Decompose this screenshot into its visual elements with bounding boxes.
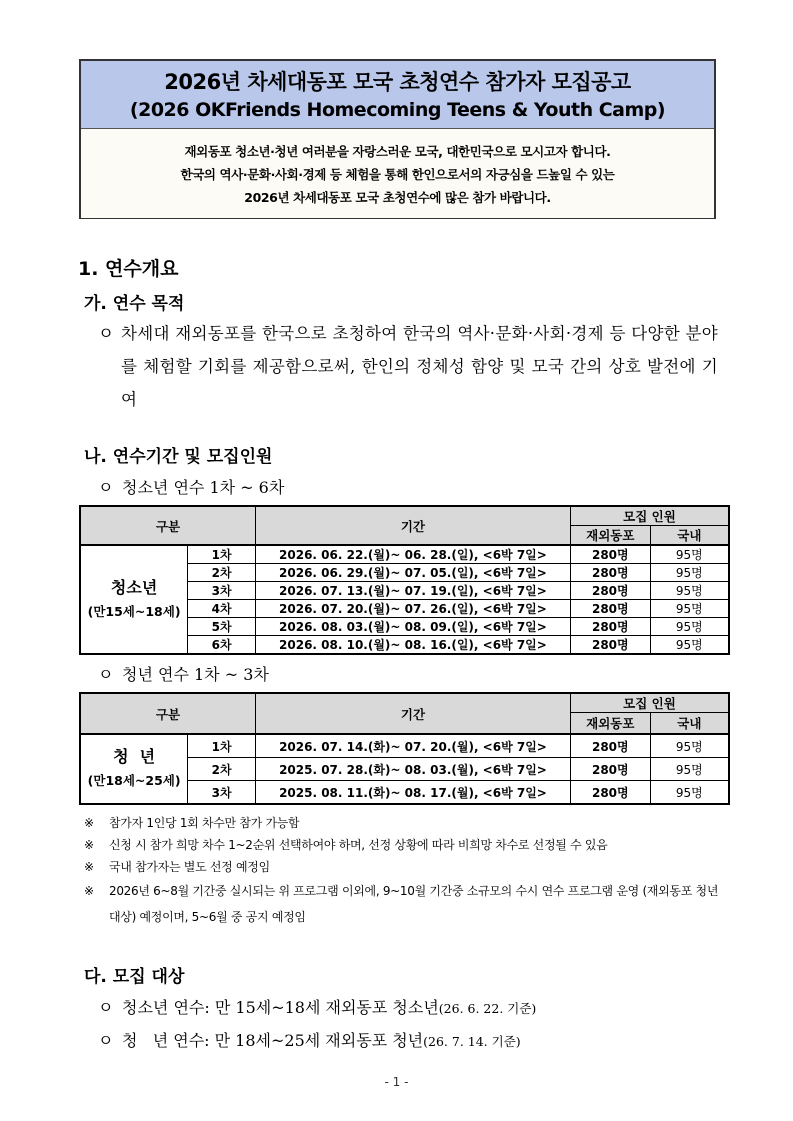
round-cell: 3차 — [188, 582, 256, 600]
subsection-heading-schedule: 나. 연수기간 및 모집인원 — [84, 447, 273, 467]
overseas-cell: 280명 — [570, 545, 650, 564]
period-cell: 2026. 06. 22.(월)~ 06. 28.(일), <6박 7일> — [255, 545, 570, 564]
target-text: 청 년 연수: 만 18세~25세 재외동포 청년 — [122, 1031, 424, 1050]
note-mark: ※ — [84, 860, 94, 874]
section-heading: 1. 연수개요 — [78, 258, 179, 280]
header-category: 구분 — [80, 506, 255, 545]
note-item — [84, 812, 724, 834]
bullet-mark: ㅇ — [98, 998, 114, 1017]
note-text: 참가자 1인당 1회 차수만 참가 가능함 — [109, 816, 300, 830]
teens-schedule-table — [79, 505, 730, 655]
period-cell: 2026. 06. 29.(월)~ 07. 05.(일), <6박 7일> — [255, 564, 570, 582]
note-item — [84, 878, 724, 930]
domestic-cell: 95명 — [650, 758, 729, 781]
round-cell: 3차 — [188, 781, 256, 805]
subsection-heading-target: 다. 모집 대상 — [84, 967, 185, 987]
target-item — [98, 1028, 521, 1051]
target-note: (26. 7. 14. 기준) — [423, 1034, 521, 1049]
overseas-cell: 280명 — [570, 636, 650, 655]
overseas-cell: 280명 — [570, 582, 650, 600]
domestic-cell: 95명 — [650, 545, 729, 564]
header-recruit: 모집 인원 — [570, 506, 729, 526]
purpose-paragraph — [98, 317, 718, 416]
table-row — [80, 545, 729, 564]
domestic-cell: 95명 — [650, 618, 729, 636]
bullet-mark: ㅇ — [98, 324, 115, 343]
target-item — [98, 995, 536, 1018]
document-subtitle: (2026 OKFriends Homecoming Teens & Youth Camp) — [129, 99, 666, 121]
note-mark: ※ — [84, 838, 94, 852]
intro-line: 재외동포 청소년·청년 여러분을 자랑스러운 모국, 대한민국으로 모시고자 합니다. — [184, 144, 611, 159]
note-mark: ※ — [84, 884, 94, 898]
domestic-cell: 95명 — [650, 582, 729, 600]
period-cell: 2026. 07. 14.(화)~ 07. 20.(월), <6박 7일> — [256, 734, 571, 758]
target-text: 청소년 연수: 만 15세~18세 재외동포 청소년 — [122, 998, 439, 1017]
note-item — [84, 834, 724, 856]
title-banner — [81, 61, 714, 129]
round-cell: 4차 — [188, 600, 256, 618]
period-cell: 2026. 07. 13.(월)~ 07. 19.(일), <6박 7일> — [255, 582, 570, 600]
note-mark: ※ — [84, 816, 94, 830]
round-cell: 2차 — [188, 758, 256, 781]
domestic-cell: 95명 — [650, 600, 729, 618]
group-cell — [80, 734, 188, 804]
round-cell: 1차 — [188, 545, 256, 564]
header-overseas: 재외동포 — [570, 713, 650, 735]
bullet-mark: ㅇ — [98, 478, 114, 497]
domestic-cell: 95명 — [650, 564, 729, 582]
header-period: 기간 — [256, 693, 571, 734]
page-number: - 1 - — [384, 1075, 409, 1089]
round-cell: 1차 — [188, 734, 256, 758]
group-name: 청 년 — [113, 747, 156, 766]
note-text: 신청 시 참가 희망 차수 1~2순위 선택하여야 하며, 선정 상황에 따라 비희망 차수로 선정될 수 있음 — [109, 838, 608, 852]
group-name: 청소년 — [110, 577, 158, 597]
intro-text — [81, 129, 714, 218]
document-title: 2026년 차세대동포 모국 초청연수 참가자 모집공고 — [164, 70, 631, 94]
overseas-cell: 280명 — [570, 618, 650, 636]
note-item — [84, 856, 724, 878]
notes-list — [84, 812, 724, 930]
table-row — [80, 734, 729, 758]
overseas-cell: 280명 — [570, 600, 650, 618]
domestic-cell: 95명 — [650, 781, 729, 805]
teens-caption — [98, 475, 284, 498]
note-text: 2026년 6~8월 기간중 실시되는 위 프로그램 이외에, 9~10월 기간중 소규모의 수시 연수 프로그램 운영 (재외동포 청년 대상) 예정이며, 5~6월 중 공지 예정임 — [109, 884, 719, 924]
purpose-text: 차세대 재외동포를 한국으로 초청하여 한국의 역사·문화·사회·경제 등 다양한 분야를 체험할 기회를 제공함으로써, 한인의 정체성 함양 및 모국 간의 상호 발전에 기여 — [121, 324, 718, 409]
youth-caption-text: 청년 연수 1차 ~ 3차 — [122, 665, 269, 684]
overseas-cell: 280명 — [570, 734, 650, 758]
subsection-heading-purpose: 가. 연수 목적 — [84, 294, 185, 314]
header-period: 기간 — [255, 506, 570, 545]
overseas-cell: 280명 — [570, 564, 650, 582]
header-overseas: 재외동포 — [570, 526, 650, 546]
group-age: (만18세~25세) — [87, 773, 181, 788]
domestic-cell: 95명 — [650, 636, 729, 655]
group-cell — [80, 545, 188, 654]
bullet-mark: ㅇ — [98, 1031, 114, 1050]
period-cell: 2025. 07. 28.(화)~ 08. 03.(월), <6박 7일> — [256, 758, 571, 781]
period-cell: 2026. 08. 03.(월)~ 08. 09.(일), <6박 7일> — [255, 618, 570, 636]
group-age: (만15세~18세) — [87, 603, 181, 619]
youth-caption — [98, 662, 269, 685]
title-box — [79, 59, 716, 219]
period-cell: 2026. 08. 10.(월)~ 08. 16.(일), <6박 7일> — [255, 636, 570, 655]
header-recruit: 모집 인원 — [570, 693, 729, 713]
teens-caption-text: 청소년 연수 1차 ~ 6차 — [122, 478, 285, 497]
intro-line: 2026년 차세대동포 모국 초청연수에 많은 참가 바랍니다. — [244, 190, 551, 205]
overseas-cell: 280명 — [570, 758, 650, 781]
header-domestic: 국내 — [650, 713, 729, 735]
round-cell: 5차 — [188, 618, 256, 636]
youth-schedule-table — [79, 692, 730, 805]
round-cell: 2차 — [188, 564, 256, 582]
domestic-cell: 95명 — [650, 734, 729, 758]
target-note: (26. 6. 22. 기준) — [438, 1001, 537, 1016]
header-category: 구분 — [80, 693, 256, 734]
intro-line: 한국의 역사·문화·사회·경제 등 체험을 통해 한인으로서의 자긍심을 드높일 수 있는 — [180, 167, 615, 182]
note-text: 국내 참가자는 별도 선정 예정임 — [109, 860, 270, 874]
header-domestic: 국내 — [650, 526, 729, 546]
period-cell: 2026. 07. 20.(월)~ 07. 26.(일), <6박 7일> — [255, 600, 570, 618]
bullet-mark: ㅇ — [98, 665, 114, 684]
overseas-cell: 280명 — [570, 781, 650, 805]
round-cell: 6차 — [188, 636, 256, 655]
period-cell: 2025. 08. 11.(화)~ 08. 17.(월), <6박 7일> — [256, 781, 571, 805]
